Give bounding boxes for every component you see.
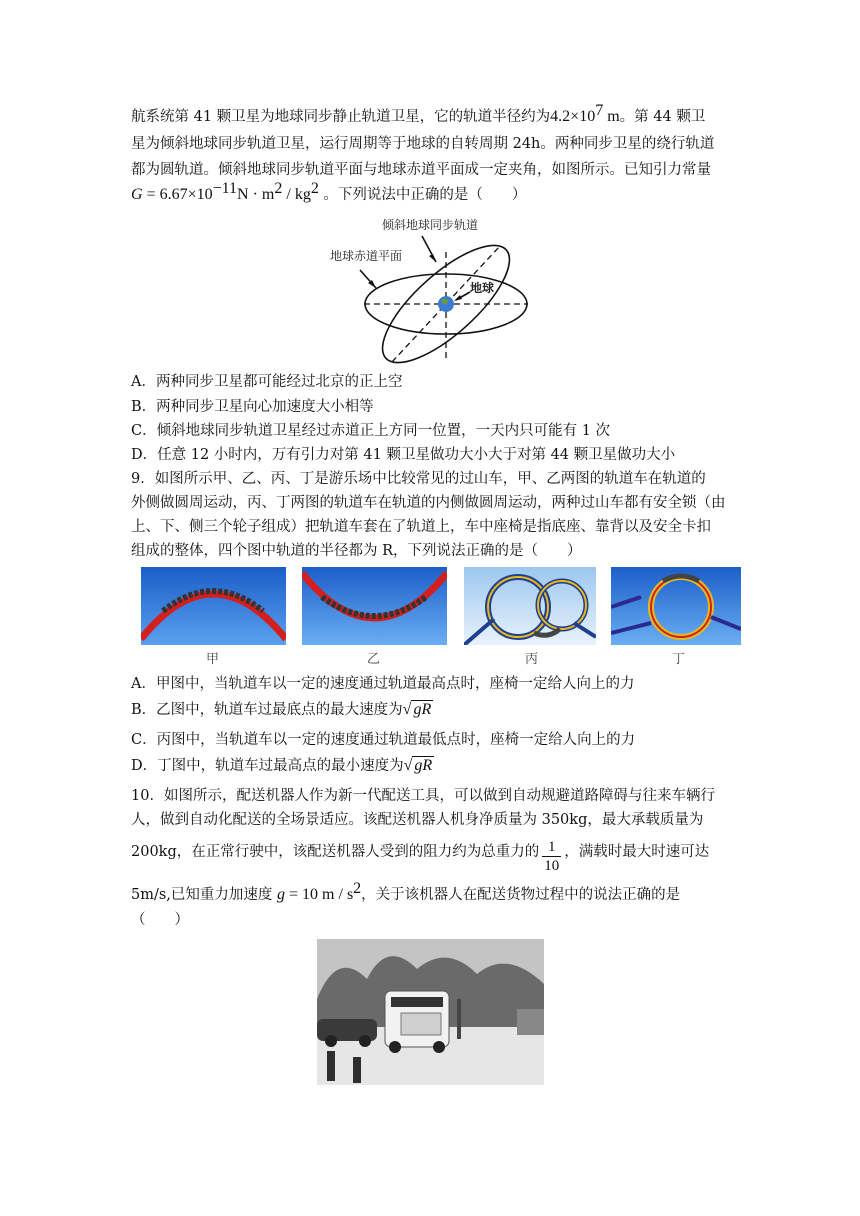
sqrt-gr: √ gR — [402, 701, 432, 718]
q9-line4: 组成的整体，四个图中轨道的半径都为 R，下列说法正确的是（ ） — [131, 543, 582, 559]
q10-line2: 人，做到自动化配送的全场景适应。该配送机器人机身净质量为 350kg，最大承载质量为 — [131, 812, 704, 828]
q8-option-b: B．两种同步卫星向心加速度大小相等 — [131, 399, 374, 415]
photo-label-jia: 甲 — [206, 652, 220, 667]
orbit-diagram — [320, 212, 550, 370]
coaster-photo-ding — [611, 567, 741, 645]
label-earth: 地球 — [470, 281, 495, 295]
q8-line3: 都为圆轨道。倾斜地球同步轨道平面与地球赤道平面成一定夹角，如图所示。已知引力常量 — [131, 162, 711, 178]
q10-line1: 10．如图所示，配送机器人作为新一代配送工具，可以做到自动规避道路障碍与往来车辆行 — [131, 788, 715, 804]
coaster-photo-jia — [141, 567, 286, 645]
q9-line3: 上、下、侧三个轮子组成）把轨道车套在了轨道上，车中座椅是指底座、靠背以及安全卡扣 — [131, 519, 711, 535]
q9-option-d: D．丁图中，轨道车过最高点的最小速度为√ gR — [131, 757, 433, 774]
q9-option-c: C．丙图中，当轨道车以一定的速度通过轨道最低点时，座椅一定给人向上的力 — [131, 732, 636, 748]
q8-option-d: D．任意 12 小时内，万有引力对第 41 颗卫星做功大小大于对第 44 颗卫星做功大小 — [131, 447, 676, 463]
q8-line2: 星为倾斜地球同步轨道卫星，运行周期等于地球的自转周期 24h。两种同步卫星的绕行轨道 — [131, 136, 715, 152]
coaster-photo-bing — [464, 567, 596, 645]
q10-line5: （ ） — [131, 912, 189, 928]
q8-line1: 航系统第 41 颗卫星为地球同步静止轨道卫星，它的轨道半径约为$4.2\times 10^7$ m。第 44 颗卫 — [131, 102, 706, 125]
fraction-one-tenth: $\frac{1}{10}$ — [544, 839, 560, 874]
earth-icon — [438, 296, 454, 312]
coaster-photo-yi — [302, 567, 447, 645]
q8-line4: $G = 6.67\times 10^{-11}N \cdot m^2 / kg^2$ 。下列说法中正确的是（ ） — [131, 180, 527, 203]
delivery-robot-photo — [317, 939, 544, 1085]
q9-line2: 外侧做圆周运动，丙、丁两图的轨道车在轨道的内侧做圆周运动，两种过山车都有安全锁（由 — [131, 495, 726, 511]
q10-line4: 5m/s,已知重力加速度 g = 10 m / $s^2$，关于该机器人在配送货物过程中的说法正确的是 — [131, 880, 681, 903]
label-equator-plane: 地球赤道平面 — [330, 249, 403, 263]
q9-option-a: A．甲图中，当轨道车以一定的速度通过轨道最高点时，座椅一定给人向上的力 — [131, 676, 635, 692]
label-inclined-orbit: 倾斜地球同步轨道 — [382, 218, 479, 232]
photo-label-yi: 乙 — [367, 652, 381, 667]
q8-option-a: A．两种同步卫星都可能经过北京的正上空 — [131, 374, 403, 390]
photo-label-ding: 丁 — [672, 652, 686, 667]
q9-option-b: B．乙图中，轨道车过最底点的最大速度为√ gR — [131, 701, 432, 718]
q9-line1: 9．如图所示甲、乙、丙、丁是游乐场中比较常见的过山车，甲、乙两图的轨道车在轨道的 — [131, 471, 706, 487]
q10-line3: 200kg，在正常行驶中，该配送机器人受到的阻力约为总重力的 $\frac{1}{10}$ ，满载时最大时速可达 — [131, 839, 710, 874]
sqrt-gr-2: √ gR — [403, 757, 433, 774]
q8-option-c: C．倾斜地球同步轨道卫星经过赤道正上方同一位置，一天内只可能有 1 次 — [131, 423, 611, 439]
photo-label-bing: 丙 — [525, 652, 539, 667]
